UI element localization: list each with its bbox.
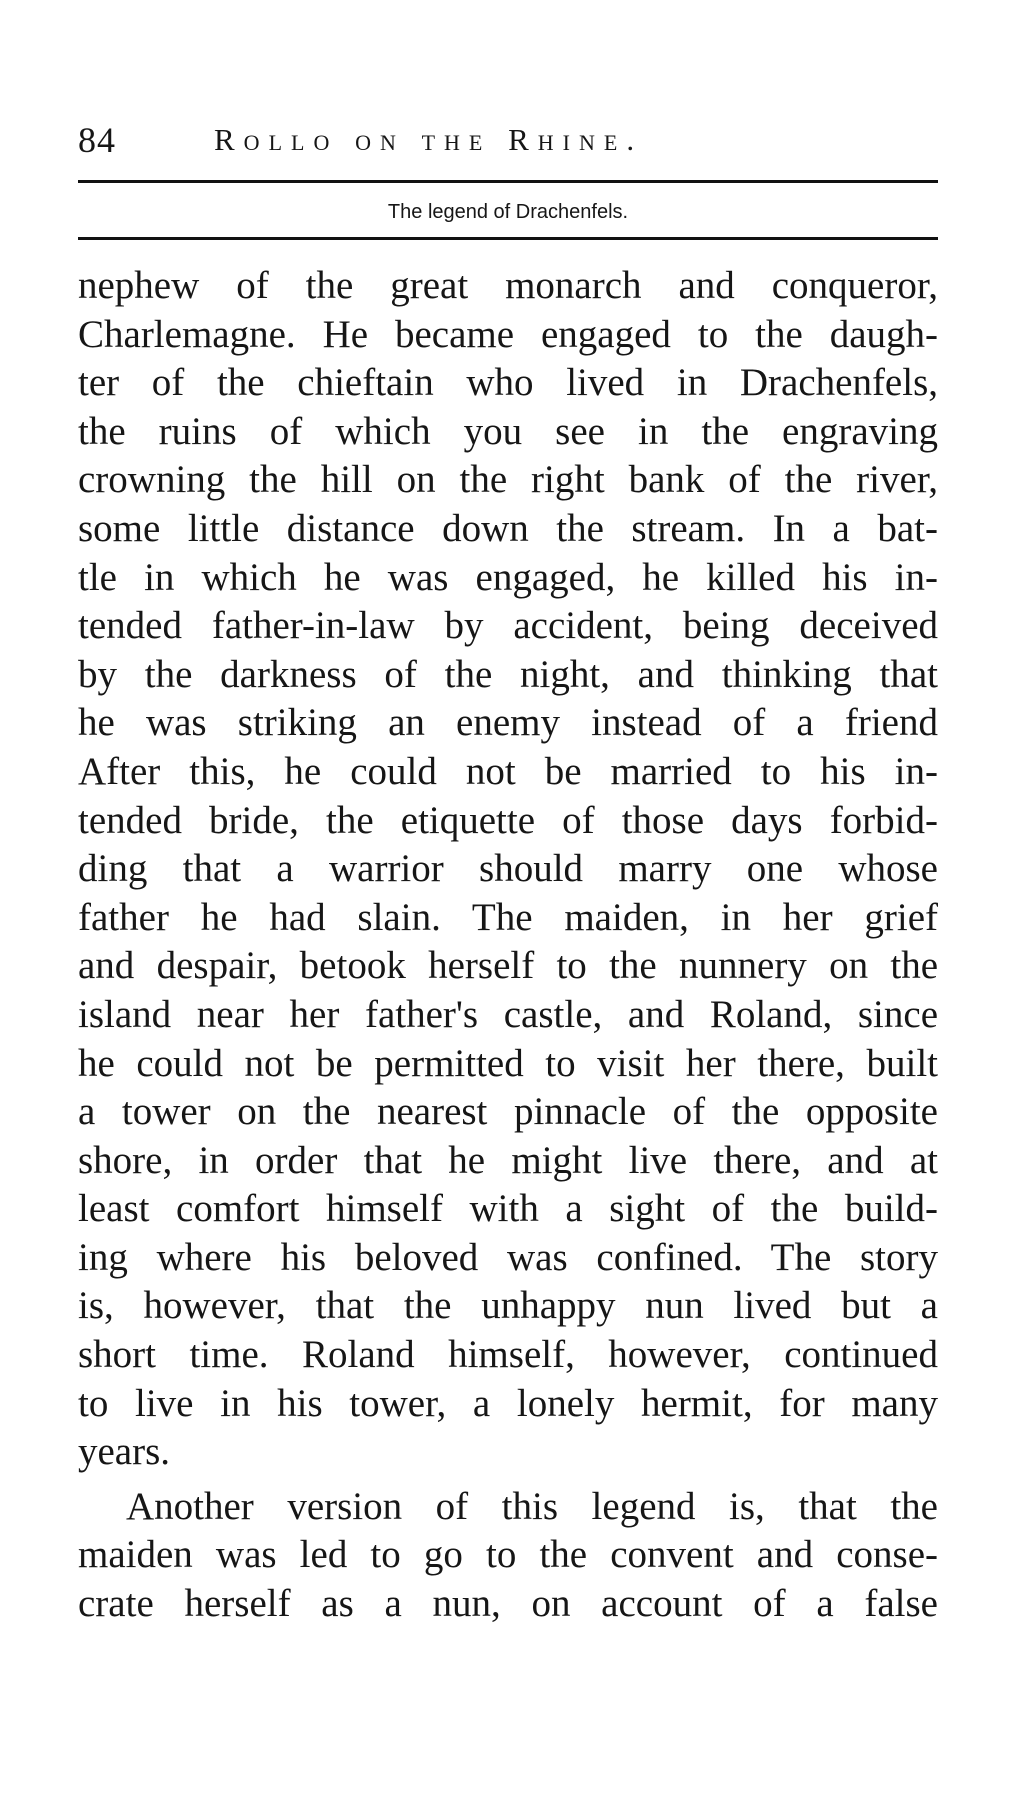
text-line: short time. Roland himself, however, continued: [78, 1333, 938, 1377]
text-line: he was striking an enemy instead of a friend: [78, 701, 938, 745]
text-line: ter of the chieftain who lived in Drachenfels,: [78, 361, 938, 405]
text-line: and despair, betook herself to the nunnery on the: [78, 944, 938, 988]
text-line: a tower on the nearest pinnacle of the opposite: [78, 1090, 938, 1134]
text-line: ding that a warrior should marry one whose: [78, 847, 938, 891]
text-line: tended bride, the etiquette of those days forbid-: [78, 798, 938, 842]
text-line: the ruins of which you see in the engraving: [78, 409, 938, 453]
text-line: Another version of this legend is, that the: [126, 1484, 938, 1528]
text-line: tended father-in-law by accident, being deceived: [78, 604, 938, 648]
paragraph-1: [78, 262, 938, 1477]
text-line: by the darkness of the night, and thinking that: [78, 652, 938, 696]
text-line: crowning the hill on the right bank of the river,: [78, 458, 938, 502]
header-rule-top: [78, 180, 938, 183]
text-line: father he had slain. The maiden, in her grief: [78, 895, 938, 939]
text-line: shore, in order that he might live there, and at: [78, 1138, 938, 1182]
page-number: 84: [78, 120, 116, 160]
section-caption: The legend of Drachenfels.: [387, 201, 629, 223]
text-line: is, however, that the unhappy nun lived but a: [78, 1284, 938, 1328]
text-line: he could not be permitted to visit her there, built: [78, 1041, 938, 1085]
text-line: to live in his tower, a lonely hermit, for many: [78, 1381, 938, 1425]
text-line: Charlemagne. He became engaged to the daugh-: [78, 312, 938, 356]
text-line: ing where his beloved was confined. The story: [78, 1235, 938, 1279]
text-line: nephew of the great monarch and conqueror,: [78, 264, 938, 307]
book-title: Rollo on the Rhine.: [214, 122, 644, 157]
running-head: [78, 116, 938, 164]
header-rule-bottom: [78, 237, 938, 240]
body-text: [78, 262, 938, 1629]
text-line: least comfort himself with a sight of the build-: [78, 1187, 938, 1231]
text-line: island near her father's castle, and Roland, since: [78, 992, 938, 1036]
text-line: years.: [78, 1430, 171, 1474]
text-line: some little distance down the stream. In a bat-: [78, 506, 938, 550]
text-line: tle in which he was engaged, he killed his in-: [78, 555, 938, 599]
text-line: maiden was led to go to the convent and conse-: [78, 1533, 938, 1577]
text-line: crate herself as a nun, on account of a false: [78, 1582, 938, 1626]
text-line: After this, he could not be married to his in-: [78, 749, 938, 793]
paragraph-2: [78, 1483, 938, 1629]
